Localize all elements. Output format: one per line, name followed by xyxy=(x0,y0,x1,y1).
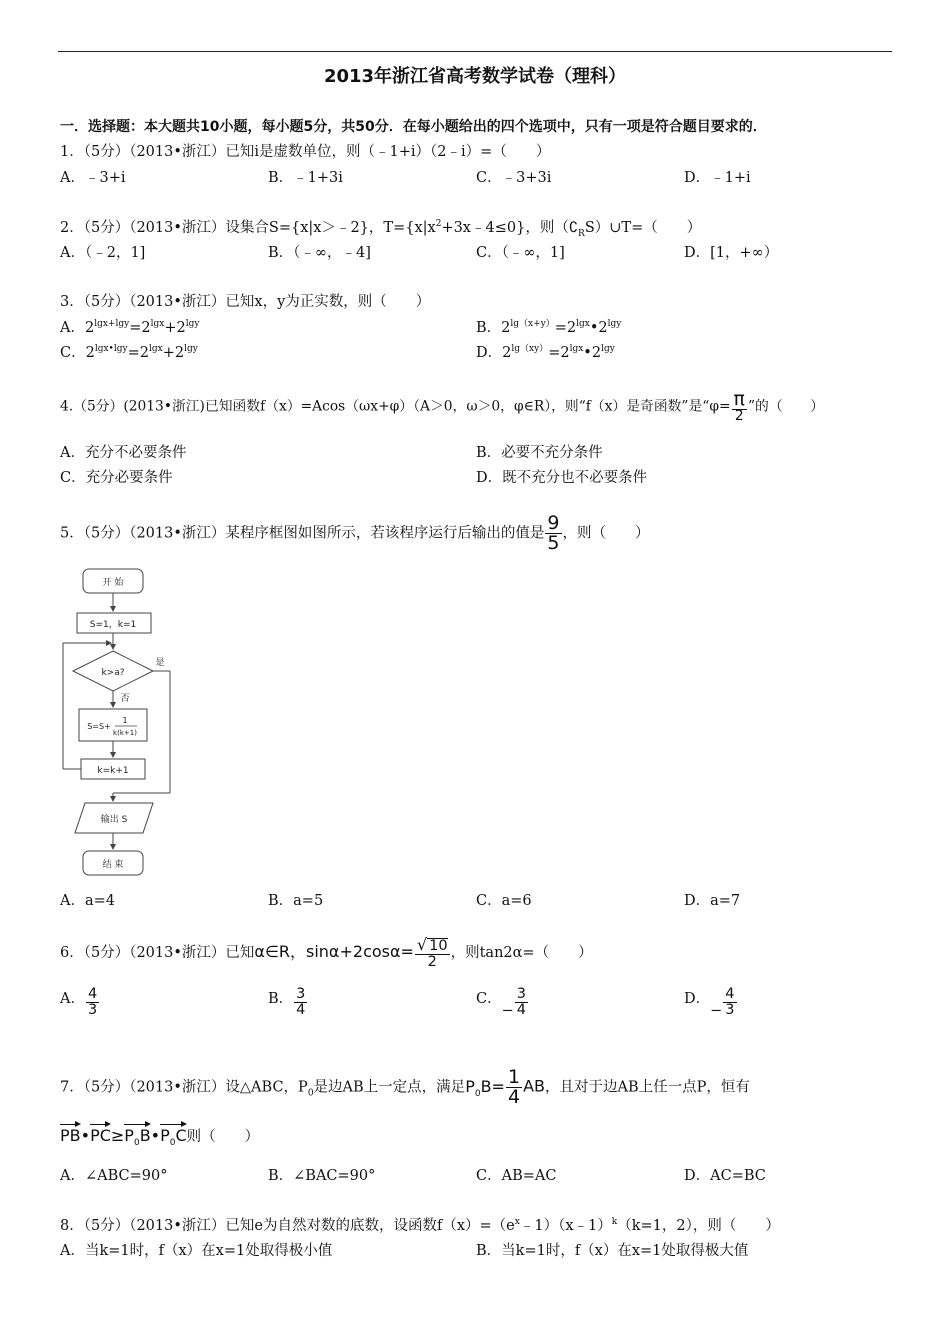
q6-fraction: $\frac{√ 10}{2}$ xyxy=(416,935,448,970)
q1-stem: 1．（5分）（2013•浙江）已知i是虚数单位，则（﹣1+i）（2﹣i）=（ ） xyxy=(60,144,551,160)
vector-p0c: $P_0C$ xyxy=(160,1122,187,1148)
q5-option-b: B．a=5 xyxy=(268,893,324,909)
flow-yes-label: 是 xyxy=(155,658,165,668)
flow-update-label: S=S+ xyxy=(87,722,111,731)
q2-option-a: A．（﹣2，1] xyxy=(60,245,146,261)
vector-pb: PB xyxy=(60,1122,81,1145)
q3-option-a: A．$2^{lgx+lgy}=2^{lgx}+2^{lgy}$ xyxy=(60,319,200,336)
q6-option-d: D．− $\frac{4}{3}$ xyxy=(684,986,735,1019)
q6-stem: 6．（5分）（2013•浙江）已知α∈R，sinα+2cosα= $\frac{√ 10}{2}$ ，则tan2α=（ ） xyxy=(60,935,593,970)
flow-update-den: k(k+1) xyxy=(113,729,137,737)
q7-stem: 7．（5分）（2013•浙江）设△ABC，$P_0$是边AB上一定点，满足$P_0B=$ $\frac{1}{4}$ AB，且对于边AB上任一点P，恒有 xyxy=(60,1066,750,1108)
q4-option-a: A．充分不必要条件 xyxy=(60,445,187,461)
q4-option-c: C．充分必要条件 xyxy=(60,470,173,486)
flow-no-label: 否 xyxy=(120,694,130,704)
q2-stem: 2．（5分）（2013•浙江）设集合S={x|x＞﹣2}，$T=\{x|x^2+3x﹣4\le 0\}$，则$(∁_RS)\cup T=$（ ） xyxy=(60,219,702,239)
q1-option-a: A．﹣3+i xyxy=(60,170,126,186)
flow-end-label: 结 束 xyxy=(102,860,124,870)
vector-p0b: $P_0B$ xyxy=(124,1122,150,1148)
q8-option-b: B．当k=1时，f（x）在x=1处取得极大值 xyxy=(476,1243,749,1259)
flow-output-label: 输出 S xyxy=(100,815,128,825)
q5-fraction: $\frac{9}{5}$ xyxy=(547,512,560,554)
flow-increment-label: k=k+1 xyxy=(97,766,129,776)
q2-option-b: B．（﹣∞，﹣4] xyxy=(268,245,371,261)
q5-option-d: D．a=7 xyxy=(684,893,741,909)
q2-option-d: D．[1，+∞） xyxy=(684,245,779,261)
q5-option-a: A．a=4 xyxy=(60,893,115,909)
q7-option-d: D．AC=BC xyxy=(684,1168,766,1184)
section-heading: 一．选择题：本大题共10小题，每小题5分，共50分．在每小题给出的四个选项中，只有一项是符合题目要求的． xyxy=(60,119,767,135)
q6-option-b: B． $\frac{3}{4}$ xyxy=(268,986,306,1018)
flow-condition-label: k>a? xyxy=(101,668,125,678)
flow-update-num: 1 xyxy=(122,716,128,725)
q1-option-c: C．﹣3+3i xyxy=(476,170,552,186)
q4-option-b: B．必要不充分条件 xyxy=(476,445,603,461)
q8-option-a: A．当k=1时，f（x）在x=1处取得极小值 xyxy=(60,1243,333,1259)
q3-option-b: B．$2^{lg(x+y)}=2^{lgx}•2^{lgy}$ xyxy=(476,319,622,336)
flowchart xyxy=(55,565,195,885)
flow-init-label: S=1，k=1 xyxy=(89,620,137,630)
q7-vector-inequality: $PB•PC\ge P_0B•P_0C$则（ ） xyxy=(60,1122,259,1148)
q5-stem: 5．（5分）（2013•浙江）某程序框图如图所示，若该程序运行后输出的值是 $\frac{9}{5}$ ，则（ ） xyxy=(60,512,650,554)
q4-option-d: D．既不充分也不必要条件 xyxy=(476,470,648,486)
q3-stem: 3．（5分）（2013•浙江）已知x，y为正实数，则（ ） xyxy=(60,294,431,310)
q7-option-a: A．∠ABC=90° xyxy=(60,1168,168,1184)
q1-option-b: B．﹣1+3i xyxy=(268,170,343,186)
q6-option-c: C．− $\frac{3}{4}$ xyxy=(476,986,526,1019)
header-rule xyxy=(58,51,892,52)
q8-stem: 8．（5分）（2013•浙江）已知e为自然对数的底数，设函数$f(x)=(e^x﹣1)(x﹣1)^k(k=1$，2），则（ ） xyxy=(60,1217,780,1234)
q7-option-c: C．AB=AC xyxy=(476,1168,557,1184)
q3-option-d: D．$2^{lg(xy)}=2^{lgx}•2^{lgy}$ xyxy=(476,344,615,361)
q4-stem: 4.（5分）(2013•浙江)已知函数f（x）=Acos（ωx+φ）（A＞0，ω＞0，φ∈R），则“f（x）是奇函数”是“φ= $\frac{\pi}{2}$ ”的（ ） xyxy=(60,388,825,424)
page-title: 2013年浙江省高考数学试卷（理科） xyxy=(323,66,627,87)
q5-option-c: C．a=6 xyxy=(476,893,532,909)
flow-start-label: 开 始 xyxy=(102,578,124,588)
vector-pc: PC xyxy=(90,1122,111,1145)
q7-option-b: B．∠BAC=90° xyxy=(268,1168,376,1184)
q1-option-d: D．﹣1+i xyxy=(684,170,751,186)
q4-fraction: $\frac{\pi}{2}$ xyxy=(733,388,745,424)
q7-fraction: $\frac{1}{4}$ xyxy=(507,1066,521,1108)
q6-option-a: A． $\frac{4}{3}$ xyxy=(60,986,98,1018)
q3-option-c: C．$2^{lgx•lgy}=2^{lgx}+2^{lgy}$ xyxy=(60,344,198,361)
q2-option-c: C．（﹣∞，1] xyxy=(476,245,565,261)
